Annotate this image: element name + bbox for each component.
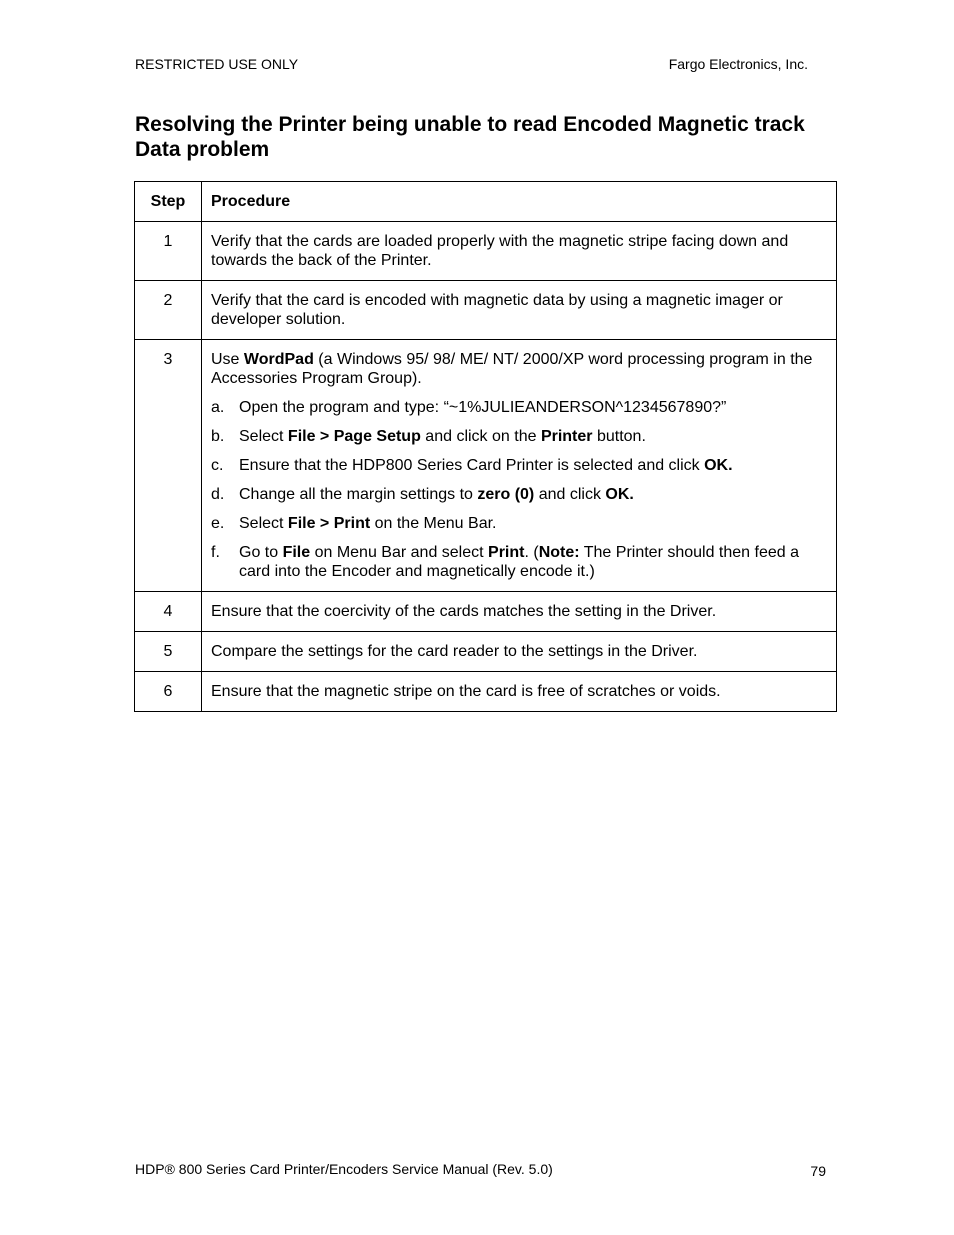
text-run: (a Windows 95/ 98/ ME/ NT/ 2000/XP word processing program in the Accessories Program Group). xyxy=(211,351,813,387)
footer-manual-title xyxy=(135,1161,553,1177)
procedure-text: Compare the settings for the card reader to the settings in the Driver. xyxy=(202,632,837,672)
sub-step-text xyxy=(239,485,827,504)
column-header-step: Step xyxy=(135,182,202,222)
bold-run: File > Page Setup xyxy=(287,428,421,445)
procedure-table xyxy=(134,181,837,712)
sub-step-letter: c. xyxy=(211,457,224,474)
sub-step-letter: a. xyxy=(211,399,225,416)
sub-step-text xyxy=(239,543,827,581)
bold-run: Note: xyxy=(538,544,580,561)
table-header-row xyxy=(135,182,837,222)
bold-run: Printer xyxy=(540,428,593,445)
text-run: Select xyxy=(239,428,288,445)
table-row xyxy=(135,672,837,712)
sub-step-letter: b. xyxy=(211,428,225,445)
sub-step-e xyxy=(211,514,827,533)
page-number: 79 xyxy=(810,1163,826,1179)
footer-brand: HDP xyxy=(135,1161,165,1177)
table-row xyxy=(135,281,837,340)
registered-mark: ® xyxy=(164,1161,175,1177)
sub-step-text xyxy=(239,514,827,533)
text-run: button. xyxy=(592,428,646,445)
header-company-name: Fargo Electronics, Inc. xyxy=(668,56,808,72)
bold-run: File xyxy=(282,544,311,561)
step-number: 4 xyxy=(135,592,202,632)
procedure-text: Verify that the cards are loaded properly with the magnetic stripe facing down and towards the back of the Printer. xyxy=(202,222,837,281)
sub-step-text xyxy=(239,456,827,475)
step-number: 3 xyxy=(135,340,202,592)
text-run: on the Menu Bar. xyxy=(370,515,497,532)
text-run: and click xyxy=(534,486,606,503)
text-run: . ( xyxy=(524,544,539,561)
procedure-text: Ensure that the magnetic stripe on the card is free of scratches or voids. xyxy=(202,672,837,712)
text-run: on Menu Bar and select xyxy=(310,544,489,561)
step-number: 5 xyxy=(135,632,202,672)
text-run: Use xyxy=(211,351,244,368)
bold-run: WordPad xyxy=(243,351,314,368)
sub-step-f xyxy=(211,543,827,581)
sub-step-c xyxy=(211,456,827,475)
header-restricted-notice: RESTRICTED USE ONLY xyxy=(135,56,299,72)
step-number: 2 xyxy=(135,281,202,340)
sub-step-letter: d. xyxy=(211,486,225,503)
column-header-procedure: Procedure xyxy=(202,182,837,222)
bold-run: zero (0) xyxy=(477,486,535,503)
sub-step-text xyxy=(239,398,827,417)
sub-step-b xyxy=(211,427,827,446)
bold-run: File > Print xyxy=(287,515,371,532)
text-run: and click on the xyxy=(420,428,541,445)
procedure-text: Ensure that the coercivity of the cards matches the setting in the Driver. xyxy=(202,592,837,632)
bold-run: OK. xyxy=(605,486,634,503)
sub-step-d xyxy=(211,485,827,504)
table-row xyxy=(135,592,837,632)
table-row xyxy=(135,340,837,592)
text-run: Go to xyxy=(239,544,283,561)
sub-step-letter: f. xyxy=(211,544,220,561)
table-row xyxy=(135,632,837,672)
sub-step-letter: e. xyxy=(211,515,225,532)
bold-run: OK. xyxy=(704,457,733,474)
step-number: 1 xyxy=(135,222,202,281)
sub-step-a xyxy=(211,398,827,417)
table-row xyxy=(135,222,837,281)
text-run: Ensure that the HDP800 Series Card Printer is selected and click xyxy=(239,457,705,474)
footer-manual-name: 800 Series Card Printer/Encoders Service Manual (Rev. 5.0) xyxy=(174,1161,553,1177)
bold-run: Print xyxy=(488,544,525,561)
text-run: The Printer should then feed a card into the Encoder and magnetically encode it.) xyxy=(239,544,799,580)
text-run: Open the program and type: “~1%JULIEANDERSON^1234567890?” xyxy=(239,399,727,416)
text-run: Change all the margin settings to xyxy=(239,486,478,503)
procedure-intro xyxy=(211,350,827,388)
text-run: Select xyxy=(239,515,288,532)
procedure-text: Verify that the card is encoded with magnetic data by using a magnetic imager or developer solution. xyxy=(202,281,837,340)
sub-step-text xyxy=(239,427,827,446)
page-title: Resolving the Printer being unable to read Encoded Magnetic track Data problem xyxy=(135,113,805,161)
procedure-steps xyxy=(202,340,837,592)
step-number: 6 xyxy=(135,672,202,712)
